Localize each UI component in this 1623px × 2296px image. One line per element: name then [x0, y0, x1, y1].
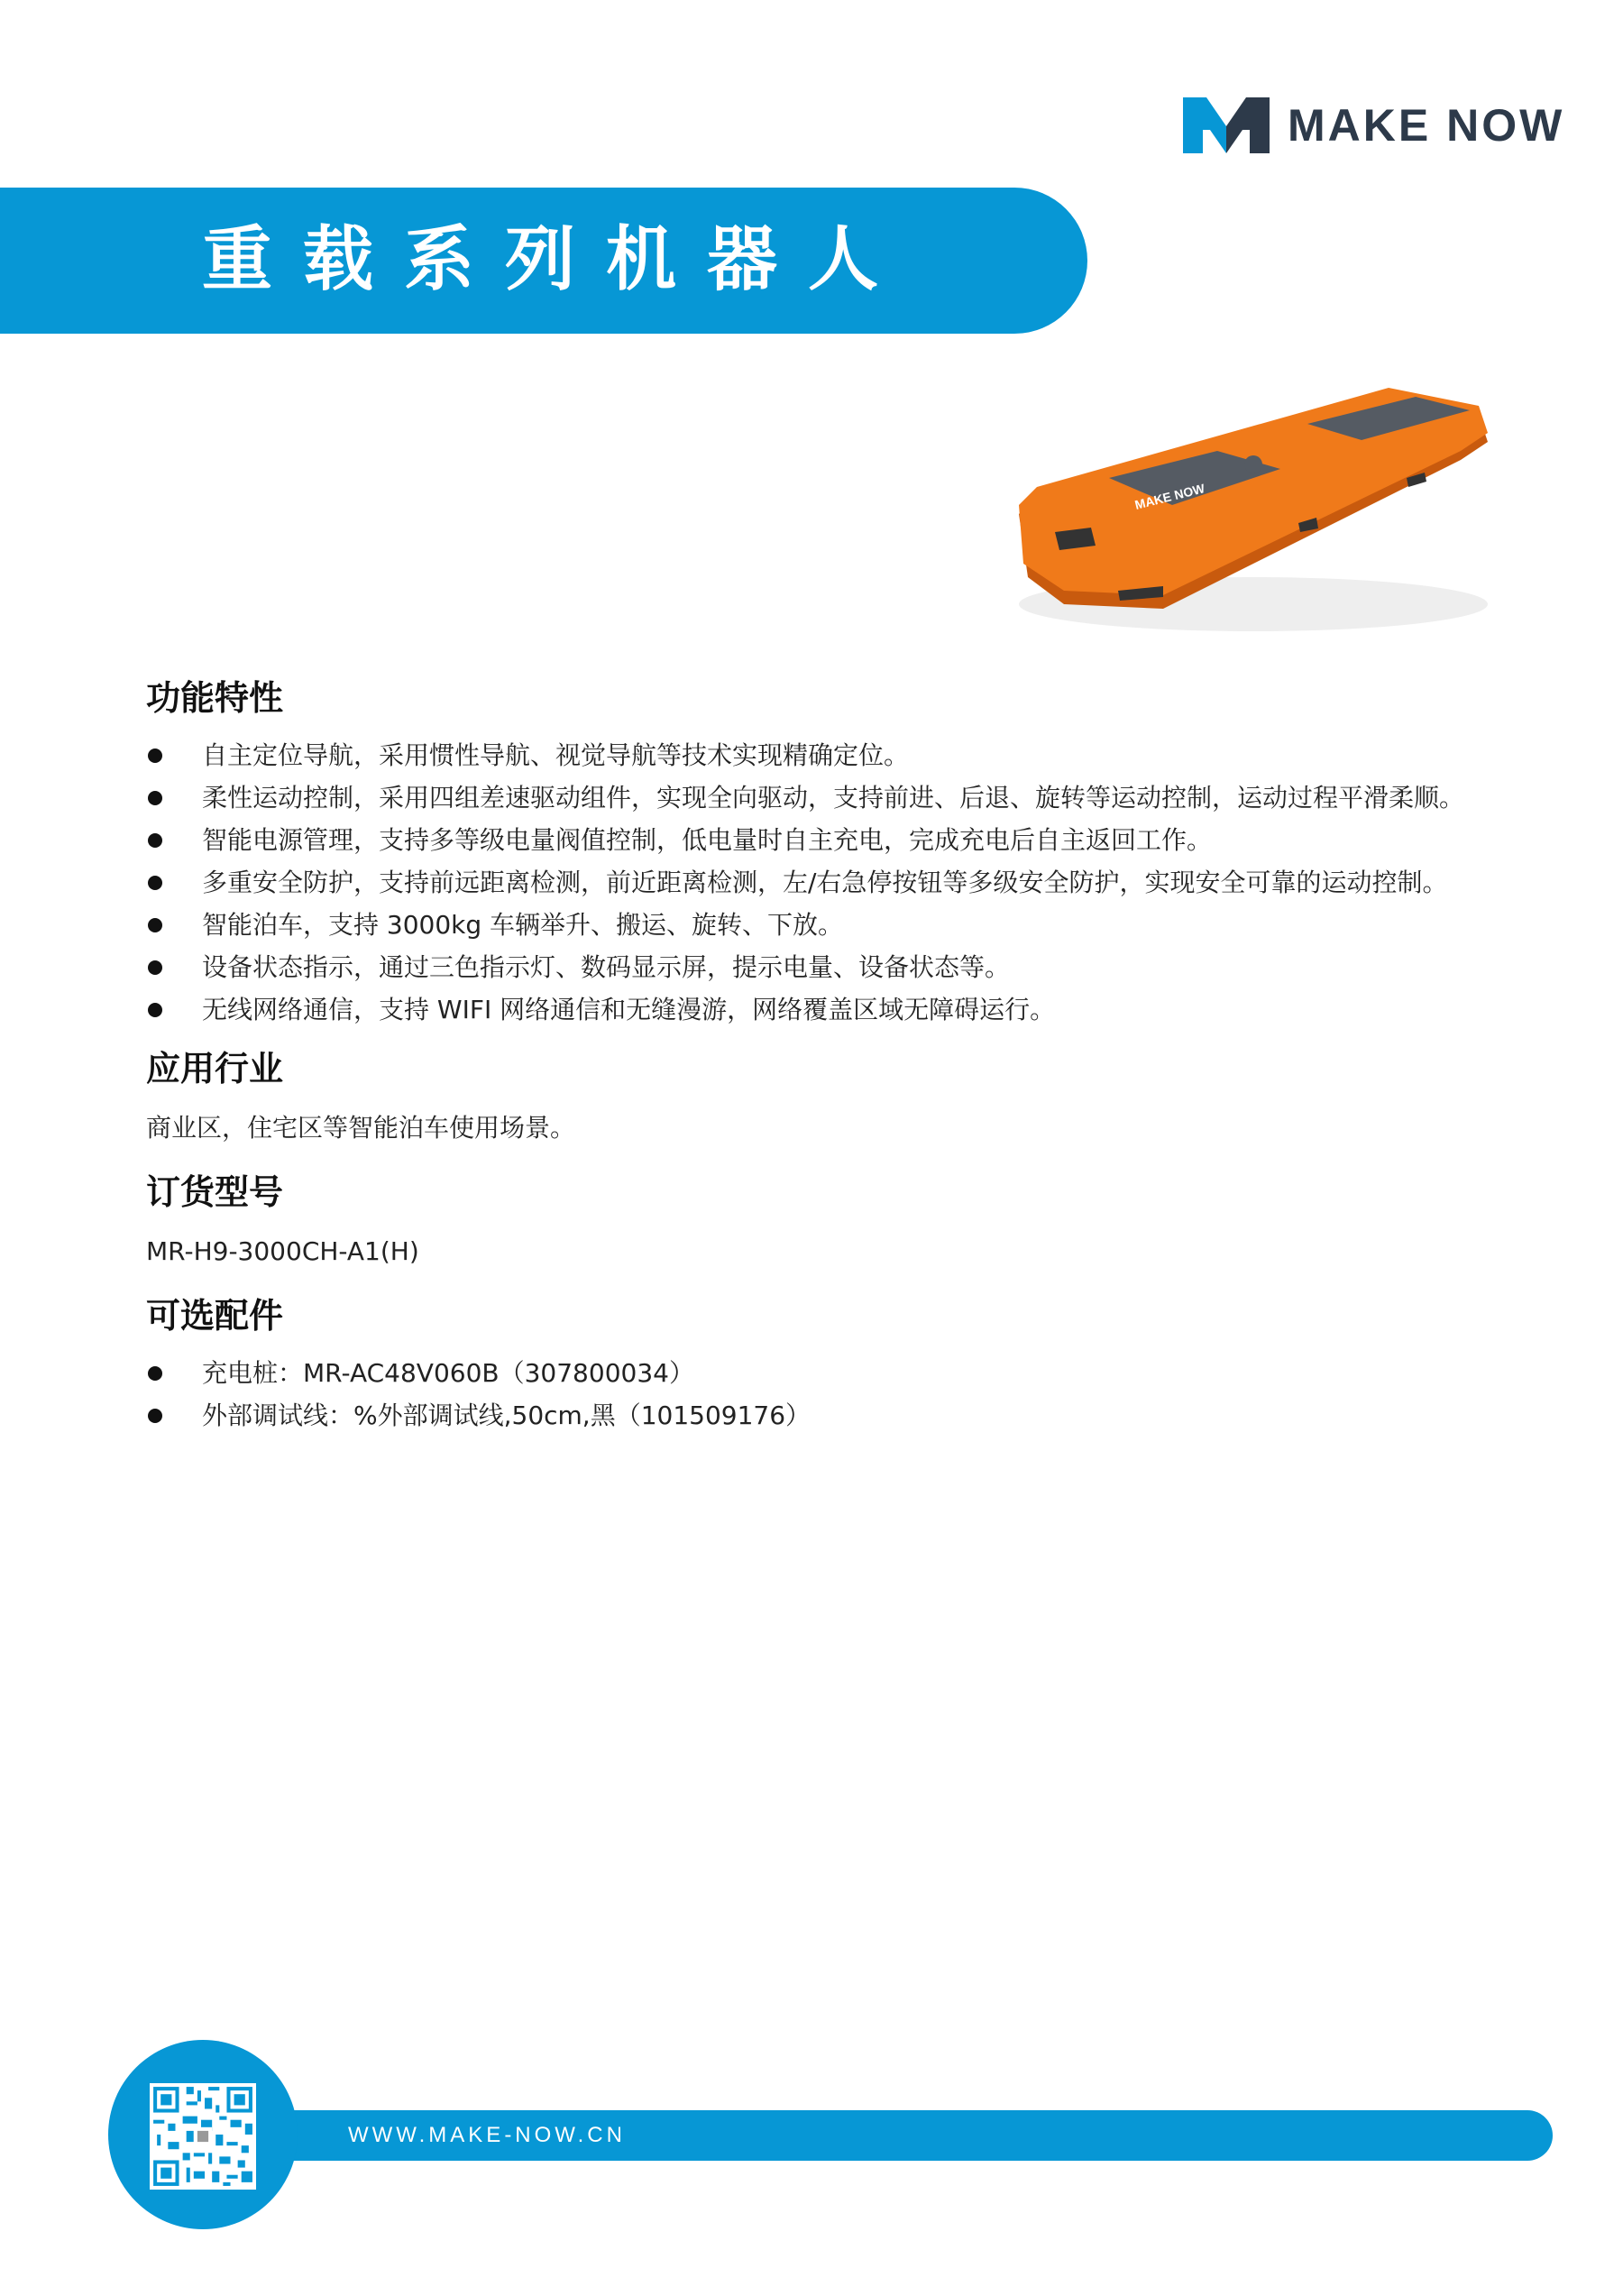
- model-number: MR-H9-3000CH-A1(H): [146, 1236, 419, 1266]
- qr-code-icon: [150, 2083, 256, 2190]
- industry-text: 商业区，住宅区等智能泊车使用场景。: [146, 1113, 576, 1143]
- list-item: 智能电源管理，支持多等级电量阀值控制，低电量时自主充电，完成充电后自主返回工作。: [146, 819, 1490, 861]
- list-item: 设备状态指示，通过三色指示灯、数码显示屏，提示电量、设备状态等。: [146, 946, 1490, 988]
- website-link[interactable]: WWW.MAKE-NOW.CN: [348, 2123, 626, 2147]
- features-list: [146, 734, 1490, 1031]
- page-title: 重载系列机器人: [202, 219, 910, 300]
- robot-logo-label: MAKE NOW: [1132, 481, 1206, 512]
- list-item: 多重安全防护，支持前远距离检测，前近距离检测，左/右急停按钮等多级安全防护，实现安全可靠的运动控制。: [146, 861, 1490, 904]
- accessories-list: [146, 1352, 1490, 1437]
- features-heading: 功能特性: [146, 678, 284, 718]
- model-heading: 订货型号: [146, 1172, 284, 1212]
- list-item: 自主定位导航，采用惯性导航、视觉导航等技术实现精确定位。: [146, 734, 1490, 776]
- content: [146, 667, 1490, 1437]
- list-item: 充电桩：MR-AC48V060B（307800034）: [146, 1352, 1490, 1394]
- list-item: 柔性运动控制，采用四组差速驱动组件，实现全向驱动，支持前进、后退、旋转等运动控制，运动过程平滑柔顺。: [146, 776, 1490, 819]
- accessories-heading: 可选配件: [146, 1296, 284, 1336]
- brand-name: MAKE NOW: [1288, 100, 1565, 151]
- industry-heading: 应用行业: [146, 1049, 284, 1088]
- robot-illustration: [1010, 379, 1497, 649]
- list-item: 外部调试线：%外部调试线,50cm,黑（101509176）: [146, 1394, 1490, 1437]
- brand-logo: [1183, 94, 1564, 157]
- list-item: 无线网络通信，支持 WIFI 网络通信和无缝漫游，网络覆盖区域无障碍运行。: [146, 988, 1490, 1031]
- make-now-logo-icon: [1183, 94, 1270, 157]
- list-item: 智能泊车，支持 3000kg 车辆举升、搬运、旋转、下放。: [146, 904, 1490, 946]
